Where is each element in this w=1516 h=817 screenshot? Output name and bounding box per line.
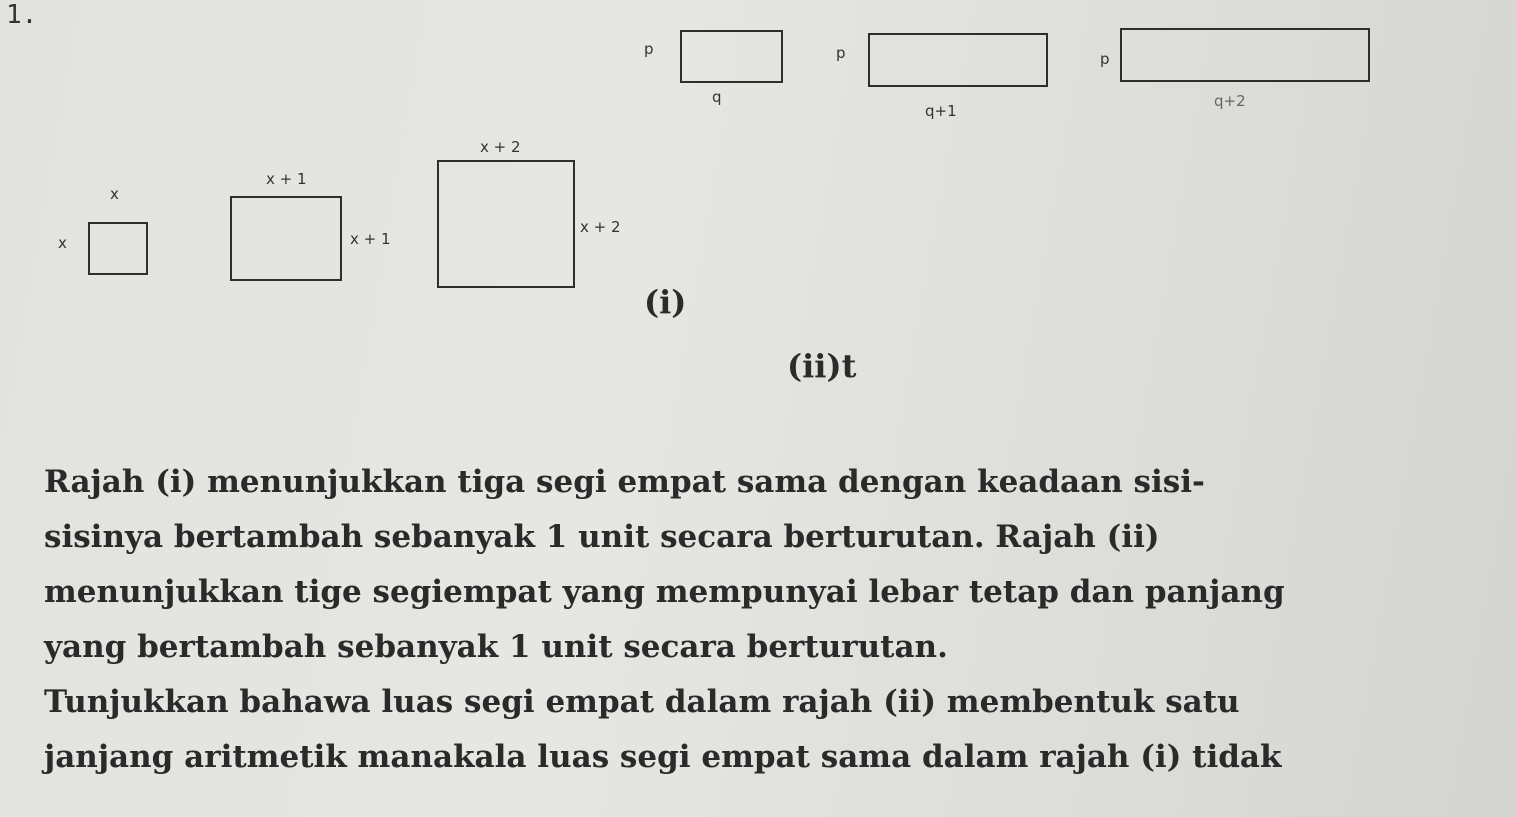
square-1-side-label: x [58, 234, 67, 252]
rect-2-width-label: p [836, 44, 846, 62]
question-text [44, 455, 1444, 785]
square-2 [230, 196, 342, 281]
square-2-top-label: x + 1 [266, 170, 307, 188]
question-number: 1. [6, 0, 38, 30]
rect-1-width-label: p [644, 40, 654, 58]
square-3-top-label: x + 2 [480, 138, 521, 156]
caption-ii: (ii)t [787, 347, 857, 385]
question-line-5: Tunjukkan bahawa luas segi empat dalam rajah (ii) membentuk satu [44, 684, 1240, 720]
square-1-top-label: x [110, 185, 119, 203]
rectangle-2 [868, 33, 1048, 87]
rect-3-length-label: q+2 [1214, 92, 1246, 110]
question-line-4: yang bertambah sebanyak 1 unit secara berturutan. [44, 629, 948, 665]
question-line-1: Rajah (i) menunjukkan tiga segi empat sama dengan keadaan sisi- [44, 464, 1205, 500]
rectangle-3 [1120, 28, 1370, 82]
rect-2-length-label: q+1 [925, 102, 957, 120]
square-2-side-label: x + 1 [350, 230, 391, 248]
rect-1-length-label: q [712, 88, 722, 106]
rectangle-1 [680, 30, 783, 83]
question-line-3: menunjukkan tige segiempat yang mempunyai lebar tetap dan panjang [44, 574, 1285, 610]
question-line-6: janjang aritmetik manakala luas segi empat sama dalam rajah (i) tidak [44, 739, 1282, 775]
square-3 [437, 160, 575, 288]
square-3-side-label: x + 2 [580, 218, 621, 236]
caption-i: (i) [644, 283, 687, 321]
rect-3-width-label: p [1100, 50, 1110, 68]
square-1 [88, 222, 148, 275]
question-line-2: sisinya bertambah sebanyak 1 unit secara berturutan. Rajah (ii) [44, 519, 1160, 555]
